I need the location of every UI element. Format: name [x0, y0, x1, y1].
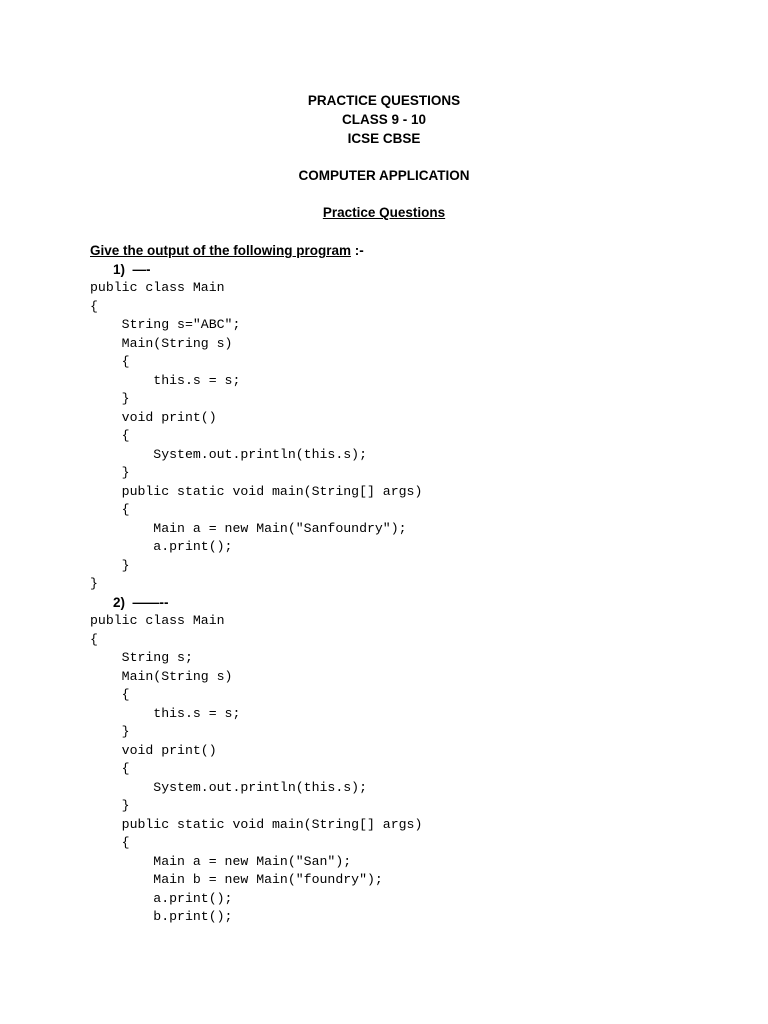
code-line: public class Main: [90, 280, 225, 295]
code-line: }: [90, 798, 130, 813]
question-2-label: 2) ——--: [113, 595, 169, 610]
code-line: Main(String s): [90, 335, 233, 351]
code-line: this.s = s;: [90, 372, 241, 388]
code-line: {: [90, 502, 130, 517]
doc-title-practice-questions: PRACTICE QUESTIONS: [307, 93, 461, 108]
code-line: Main a = new Main("Sanfoundry");: [90, 520, 407, 536]
code-line: Main a = new Main("San");: [90, 853, 352, 869]
doc-section-heading: Practice Questions: [322, 205, 446, 220]
code-line: System.out.println(this.s);: [90, 779, 367, 795]
instruction-text: [90, 241, 364, 260]
code-line: public static void main(String[] args): [90, 483, 423, 499]
code-line: {: [90, 631, 98, 647]
code-line: String s;: [90, 650, 193, 665]
code-line: Main b = new Main("foundry");: [90, 872, 383, 887]
code-line: void print(): [90, 742, 217, 758]
code-line: {: [90, 428, 130, 443]
code-line: {: [90, 354, 130, 369]
code-line: }: [90, 557, 130, 573]
code-line: void print(): [90, 409, 217, 425]
instruction-underlined: Give the output of the following program: [90, 243, 351, 258]
code-line: Main(String s): [90, 668, 233, 684]
question-1-code-block: [90, 279, 422, 594]
code-line: a.print();: [90, 890, 233, 906]
code-line: }: [90, 465, 130, 480]
code-line: this.s = s;: [90, 705, 241, 721]
code-line: {: [90, 687, 130, 702]
doc-subject: COMPUTER APPLICATION: [298, 168, 470, 183]
code-line: public class Main: [90, 613, 225, 628]
code-line: String s="ABC";: [90, 317, 241, 332]
code-line: }: [90, 391, 130, 406]
code-line: b.print();: [90, 909, 233, 924]
code-line: {: [90, 761, 130, 776]
doc-title-class: CLASS 9 - 10: [341, 112, 427, 127]
instruction-suffix: :-: [350, 243, 364, 258]
code-line: }: [90, 576, 98, 591]
code-line: a.print();: [90, 539, 233, 554]
code-line: System.out.println(this.s);: [90, 446, 367, 462]
doc-title-board: ICSE CBSE: [347, 131, 421, 146]
code-line: {: [90, 298, 98, 314]
code-line: }: [90, 724, 130, 739]
code-line: public static void main(String[] args): [90, 816, 423, 832]
question-1-label: 1) —-: [113, 262, 151, 277]
question-2-code-block: [90, 612, 422, 927]
code-line: {: [90, 835, 130, 850]
